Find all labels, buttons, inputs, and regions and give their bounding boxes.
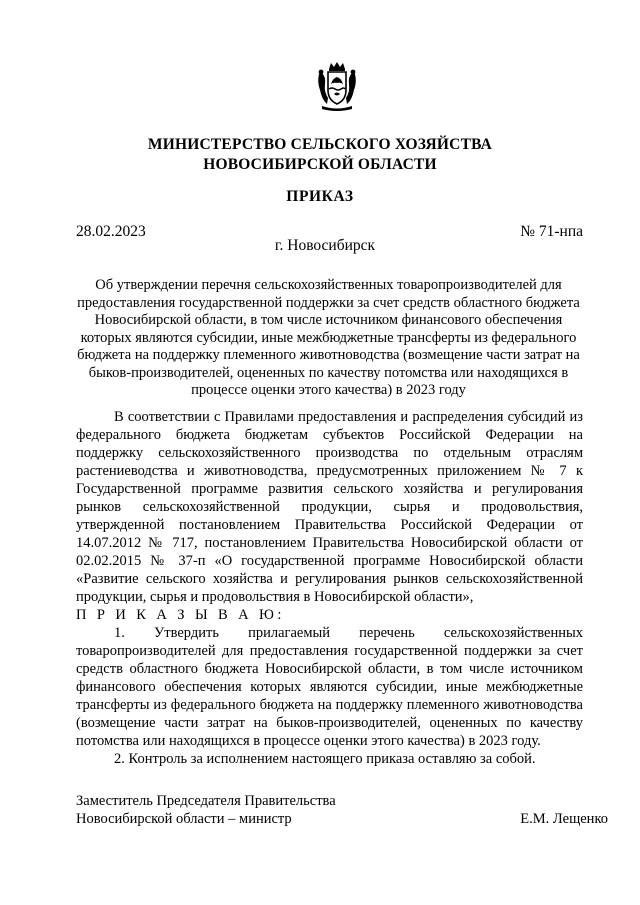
order-item-2: 2. Контроль за исполнением настоящего приказа оставляю за собой. [114, 751, 536, 767]
ministry-line-1: МИНИСТЕРСТВО СЕЛЬСКОГО ХОЗЯЙСТВА [147, 136, 493, 153]
subject-line: Об утверждении перечня сельскохозяйственных товаропроизводителей для [95, 277, 562, 293]
subject-line: Новосибирской области, в том числе источником финансового обеспечения [94, 312, 563, 328]
subject-line: быков-производителей, оцененных по качеству потомства или находящихся в [88, 364, 569, 381]
ministry-line-2: НОВОСИБИРСКОЙ ОБЛАСТИ [203, 156, 437, 173]
ministry-heading [0, 135, 640, 175]
document-city: г. Новосибирск [274, 237, 376, 254]
document-date: 28.02.2023 [76, 223, 146, 240]
document-number: № 71-нпа [520, 223, 583, 240]
signer-position-line-1: Заместитель Председателя Правительства [76, 793, 336, 809]
document-type: ПРИКАЗ [286, 188, 354, 205]
signer-position-line-2: Новосибирской области – министр [76, 811, 292, 827]
coat-of-arms-icon [316, 60, 358, 112]
subject-line: бюджета на поддержку племенного животноводства (возмещение части затрат на [77, 347, 580, 363]
order-item-1: 1. Утвердить прилагаемый перечень сельскохозяйственных товаропроизводителей для предоставления государственной поддержки за счет средств областного бюджета Новосибирской области, в том числе источником финансового обеспечения которых являются субсидии, иные межбюджетные трансферты из федерального бюджета на поддержку племенного животноводства (возмещение части затрат на быков-производителей, оцененных по качеству потомства или находящихся в процессе оценки этого качества) в 2023 году. [76, 625, 583, 749]
preamble-paragraph: В соответствии с Правилами предоставления и распределения субсидий из федерального бюджета бюджетам субъектов Российской Федерации на поддержку сельскохозяйственного производства по отдельным отраслям растениеводства и животноводства, предусмотренных приложением № 7 к Государственной программе развития сельского хозяйства и регулирования рынков сельскохозяйственной продукции, сырья и продовольствия, утвержденной постановлением Правительства Российской Федерации от 14.07.2012 № 717, постановлением Правительства Новосибирской области от 02.02.2015 № 37-п «О государственной программе Новосибирской области «Развитие сельского хозяйства и регулирования рынков сельскохозяйственной продукции, сырья и продовольствия в Новосибирской области», [76, 409, 583, 605]
subject-line: предоставления государственной поддержки за счет средств областного бюджета [77, 294, 580, 311]
signature-block [76, 792, 608, 828]
order-word: П Р И К А З Ы В А Ю: [76, 607, 285, 623]
subject-line: процессе оценки этого качества) в 2023 году [191, 382, 466, 398]
signature-row [76, 810, 608, 828]
coat-of-arms-graphic [316, 60, 358, 112]
signer-name: Е.М. Лещенко [520, 811, 608, 827]
document-subject [76, 277, 581, 400]
document-body [76, 408, 583, 768]
subject-line: которых являются субсидии, иные межбюджетные трансферты из федерального [80, 329, 577, 346]
